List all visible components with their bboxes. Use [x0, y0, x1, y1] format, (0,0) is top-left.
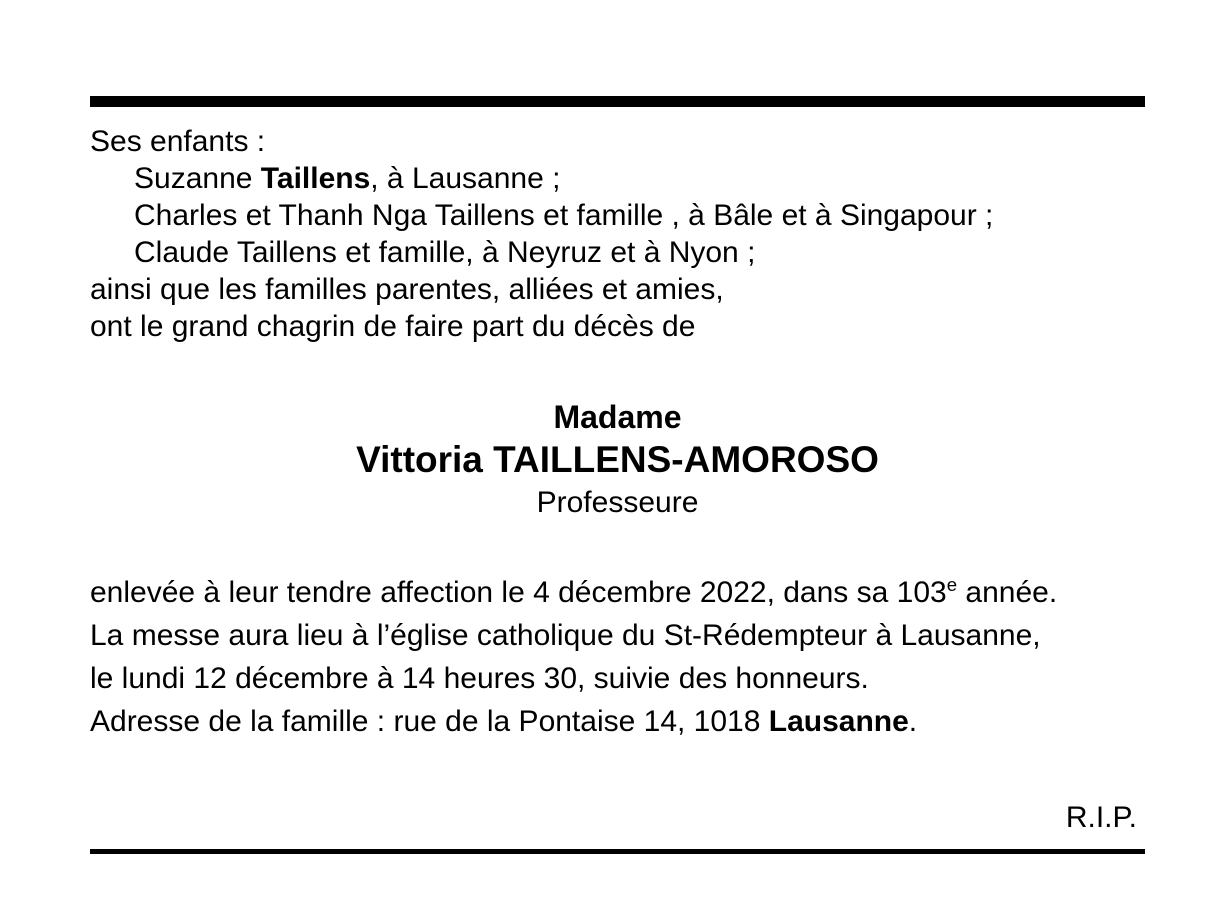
intro-lead: Ses enfants : — [90, 125, 266, 158]
child-1-prefix: Suzanne — [134, 162, 261, 195]
intro-block — [90, 107, 1145, 345]
details-line-1-main: enlevée à leur tendre affection le 4 décembre 2022, dans sa 103 — [90, 576, 947, 609]
announce-line: ont le grand chagrin de faire part du décès de — [90, 310, 696, 343]
details-line-4 — [90, 700, 1145, 743]
address-city: Lausanne — [768, 705, 909, 738]
child-1-suffix: , à Lausanne ; — [370, 162, 561, 195]
ordinal-suffix: e — [946, 574, 958, 595]
details-line-1 — [90, 571, 1145, 614]
child-line-1 — [90, 160, 1145, 197]
top-rule — [90, 96, 1145, 107]
rip-text: R.I.P. — [1065, 801, 1137, 834]
bottom-rule — [90, 849, 1145, 854]
address-prefix: Adresse de la famille : rue de la Pontaise 14, 1018 — [90, 705, 769, 738]
families-line: ainsi que les familles parentes, alliées et amies, — [90, 273, 724, 306]
child-line-3 — [90, 234, 1145, 271]
details-block — [90, 571, 1145, 743]
child-line-2 — [90, 197, 1145, 234]
deceased-name: Vittoria TAILLENS-AMOROSO — [356, 439, 879, 480]
details-line-3: le lundi 12 décembre à 14 heures 30, suivie des honneurs. — [90, 662, 869, 695]
deceased-title: Madame — [553, 399, 682, 435]
deceased-role: Professeure — [536, 486, 699, 519]
deceased-block — [90, 397, 1145, 523]
address-suffix: . — [908, 705, 918, 738]
child-2-text: Charles et Thanh Nga Taillens et famille , à Bâle et à Singapour ; — [134, 199, 994, 232]
death-notice — [90, 96, 1145, 854]
details-line-1-tail: année. — [957, 576, 1058, 609]
details-line-2: La messe aura lieu à l’église catholique du St-Rédempteur à Lausanne, — [90, 619, 1041, 652]
child-3-text: Claude Taillens et famille, à Neyruz et à Nyon ; — [134, 236, 756, 269]
child-1-surname: Taillens — [260, 162, 371, 195]
